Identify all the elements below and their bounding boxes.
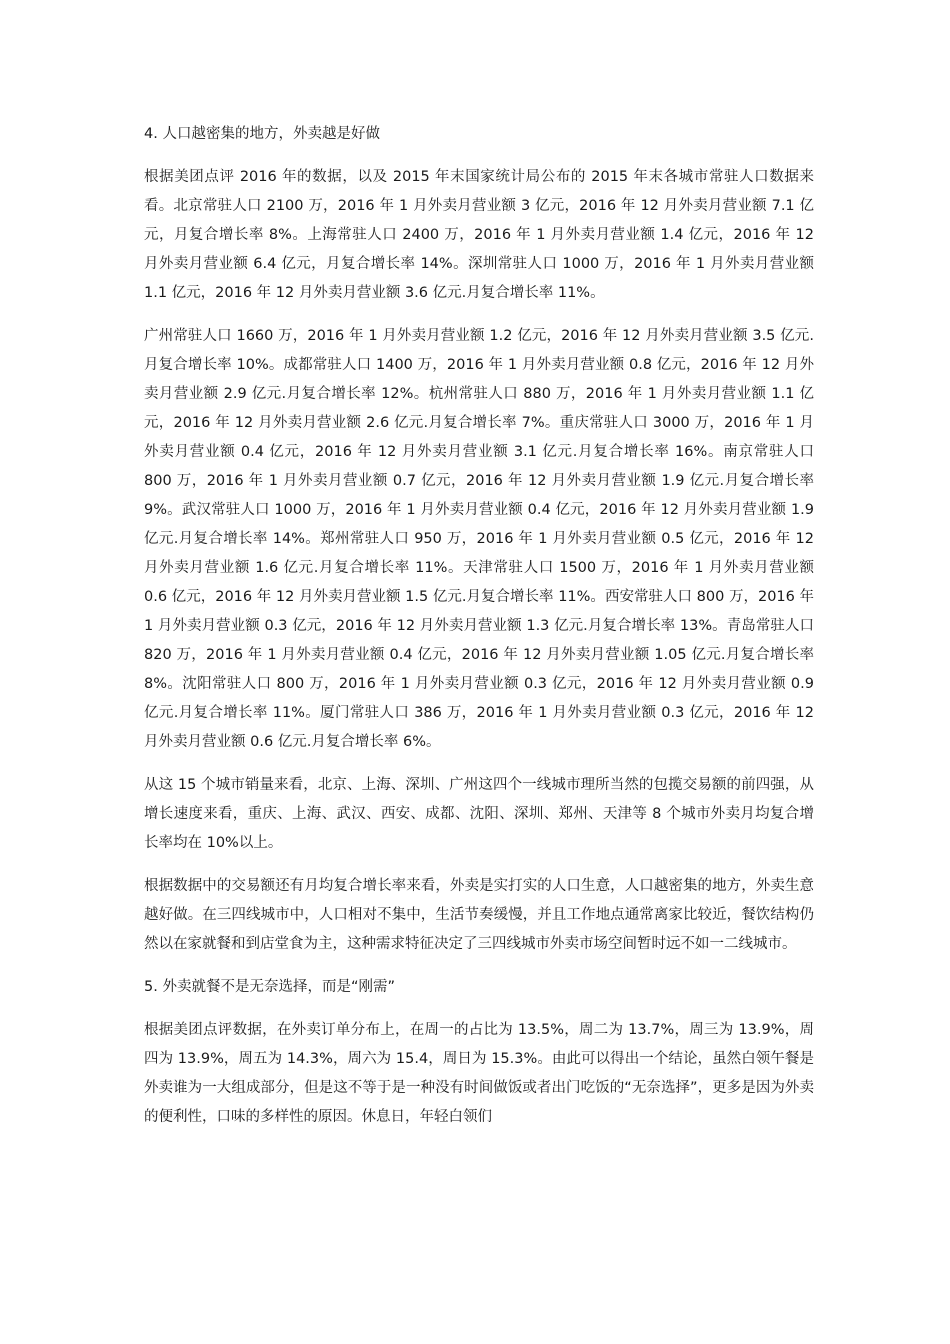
paragraph: 根据美团点评数据，在外卖订单分布上，在周一的占比为 13.5%，周二为 13.7%，周三为 13.9%，周四为 13.9%，周五为 14.3%，周六为 15.4，周日为 15.3%。由此可以得出一个结论，虽然白领午餐是外卖谁为一大组成部分，但是这不等于是一种没有时间做饭或者出门吃饭的“无奈选择”，更多是因为外卖的便利性，口味的多样性的原因。休息日，年轻白领们: [144, 1022, 814, 1125]
section-heading-4: 4. 人口越密集的地方，外卖越是好做: [144, 126, 380, 142]
section-heading-5: 5. 外卖就餐不是无奈选择，而是“刚需”: [144, 979, 395, 995]
paragraph: 根据数据中的交易额还有月均复合增长率来看，外卖是实打实的人口生意，人口越密集的地方，外卖生意越好做。在三四线城市中，人口相对不集中，生活节奏缓慢，并且工作地点通常离家比较近，餐饮结构仍然以在家就餐和到店堂食为主，这种需求特征决定了三四线城市外卖市场空间暂时远不如一二线城市。: [144, 878, 814, 952]
paragraph: 从这 15 个城市销量来看，北京、上海、深圳、广州这四个一线城市理所当然的包揽交易额的前四强，从增长速度来看，重庆、上海、武汉、西安、成都、沈阳、深圳、郑州、天津等 8 个城市外卖月均复合增长率均在 10%以上。: [144, 777, 814, 851]
paragraph: 根据美团点评 2016 年的数据，以及 2015 年末国家统计局公布的 2015 年末各城市常驻人口数据来看。北京常驻人口 2100 万，2016 年 1 月外卖月营业额 3 亿元，2016 年 12 月外卖月营业额 7.1 亿元，月复合增长率 8%。上海常驻人口 2400 万，2016 年 1 月外卖月营业额 1.4 亿元，2016 年 12 月外卖月营业额 6.4 亿元，月复合增长率 14%。深圳常驻人口 1000 万，2016 年 1 月外卖月营业额 1.1 亿元，2016 年 12 月外卖月营业额 3.6 亿元.月复合增长率 11%。: [144, 169, 814, 301]
document-body: [144, 120, 814, 1146]
paragraph: 广州常驻人口 1660 万，2016 年 1 月外卖月营业额 1.2 亿元，2016 年 12 月外卖月营业额 3.5 亿元.月复合增长率 10%。成都常驻人口 1400 万，2016 年 1 月外卖月营业额 0.8 亿元，2016 年 12 月外卖月营业额 2.9 亿元.月复合增长率 12%。杭州常驻人口 880 万，2016 年 1 月外卖月营业额 1.1 亿元，2016 年 12 月外卖月营业额 2.6 亿元.月复合增长率 7%。重庆常驻人口 3000 万，2016 年 1 月外卖月营业额 0.4 亿元，2016 年 12 月外卖月营业额 3.1 亿元.月复合增长率 16%。南京常驻人口 800 万，2016 年 1 月外卖月营业额 0.7 亿元，2016 年 12 月外卖月营业额 1.9 亿元.月复合增长率 9%。武汉常驻人口 1000 万，2016 年 1 月外卖月营业额 0.4 亿元，2016 年 12 月外卖月营业额 1.9 亿元.月复合增长率 14%。郑州常驻人口 950 万，2016 年 1 月外卖月营业额 0.5 亿元，2016 年 12 月外卖月营业额 1.6 亿元.月复合增长率 11%。天津常驻人口 1500 万，2016 年 1 月外卖月营业额 0.6 亿元，2016 年 12 月外卖月营业额 1.5 亿元.月复合增长率 11%。西安常驻人口 800 万，2016 年 1 月外卖月营业额 0.3 亿元，2016 年 12 月外卖月营业额 1.3 亿元.月复合增长率 13%。青岛常驻人口 820 万，2016 年 1 月外卖月营业额 0.4 亿元，2016 年 12 月外卖月营业额 1.05 亿元.月复合增长率 8%。沈阳常驻人口 800 万，2016 年 1 月外卖月营业额 0.3 亿元，2016 年 12 月外卖月营业额 0.9 亿元.月复合增长率 11%。厦门常驻人口 386 万，2016 年 1 月外卖月营业额 0.3 亿元，2016 年 12 月外卖月营业额 0.6 亿元.月复合增长率 6%。: [144, 328, 814, 750]
